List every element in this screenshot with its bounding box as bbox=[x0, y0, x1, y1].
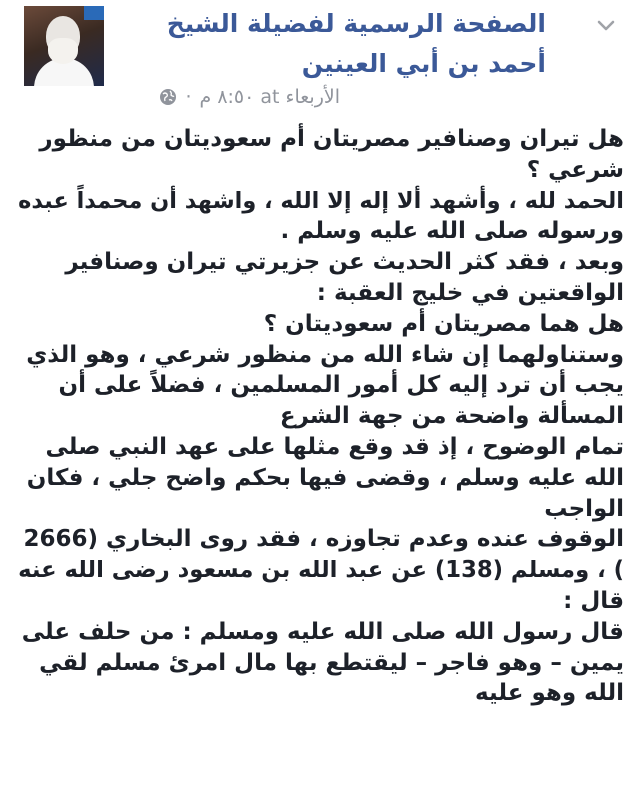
post-line: تمام الوضوح ، إذ قد وقع مثلها على عهد النبي صلى bbox=[45, 433, 624, 460]
post-line: وبعد ، فقد كثر الحديث عن جزيرتي تيران وصنافير bbox=[65, 249, 624, 276]
post-line: الله عليه وسلم ، وقضى فيها بحكم واضح جلي ، فكان bbox=[26, 464, 624, 491]
post-line: ) ، ومسلم (138) عن عبد الله بن مسعود رضى الله عنه bbox=[18, 557, 624, 584]
post-line: الحمد لله ، وأشهد ألا إله إلا الله ، واشهد أن محمداً عبده bbox=[18, 187, 624, 214]
globe-icon[interactable] bbox=[159, 88, 177, 106]
page-name-link[interactable]: الصفحة الرسمية لفضيلة الشيخ أحمد بن أبي العينين bbox=[166, 9, 546, 78]
avatar-tv-logo bbox=[84, 6, 104, 20]
post-body bbox=[18, 124, 624, 709]
post-line: هل تيران وصنافير مصريتان أم سعوديتان من منظور bbox=[39, 126, 624, 152]
post-menu-button[interactable] bbox=[594, 14, 618, 38]
post-line: ورسوله صلى الله عليه وسلم . bbox=[280, 218, 624, 245]
meta-separator: · bbox=[185, 86, 192, 108]
post-line: يمين – وهو فاجر – ليقتطع بها مال امرئ مسلم لقي bbox=[39, 649, 624, 676]
post-line: الواجب bbox=[544, 495, 624, 522]
post-line: قال : bbox=[563, 587, 624, 614]
post-timestamp[interactable]: الأربعاء at ٨:٥٠ م bbox=[199, 86, 340, 108]
post-line: المسألة واضحة من جهة الشرع bbox=[279, 403, 624, 430]
avatar-beard bbox=[48, 38, 78, 64]
post-meta bbox=[159, 84, 340, 110]
post-line: الوقوف عنده وعدم تجاوزه ، فقد روى البخاري (2666 bbox=[23, 526, 624, 553]
post-header bbox=[0, 0, 640, 118]
page-avatar[interactable] bbox=[24, 6, 104, 86]
post-line: وستناولهما إن شاء الله من منظور شرعي ، وهو الذي bbox=[26, 341, 624, 368]
post-line: الواقعتين في خليج العقبة : bbox=[316, 279, 624, 306]
post-line: شرعي ؟ bbox=[526, 156, 624, 183]
post-line: الله وهو عليه bbox=[475, 680, 624, 707]
post-line: هل هما مصريتان أم سعوديتان ؟ bbox=[263, 310, 624, 337]
post-line: يجب أن ترد إليه كل أمور المسلمين ، فضلاً على أن bbox=[58, 372, 624, 399]
chevron-down-icon bbox=[597, 20, 615, 32]
post-line: قال رسول الله صلى الله عليه ومسلم : من حلف على bbox=[21, 618, 624, 645]
